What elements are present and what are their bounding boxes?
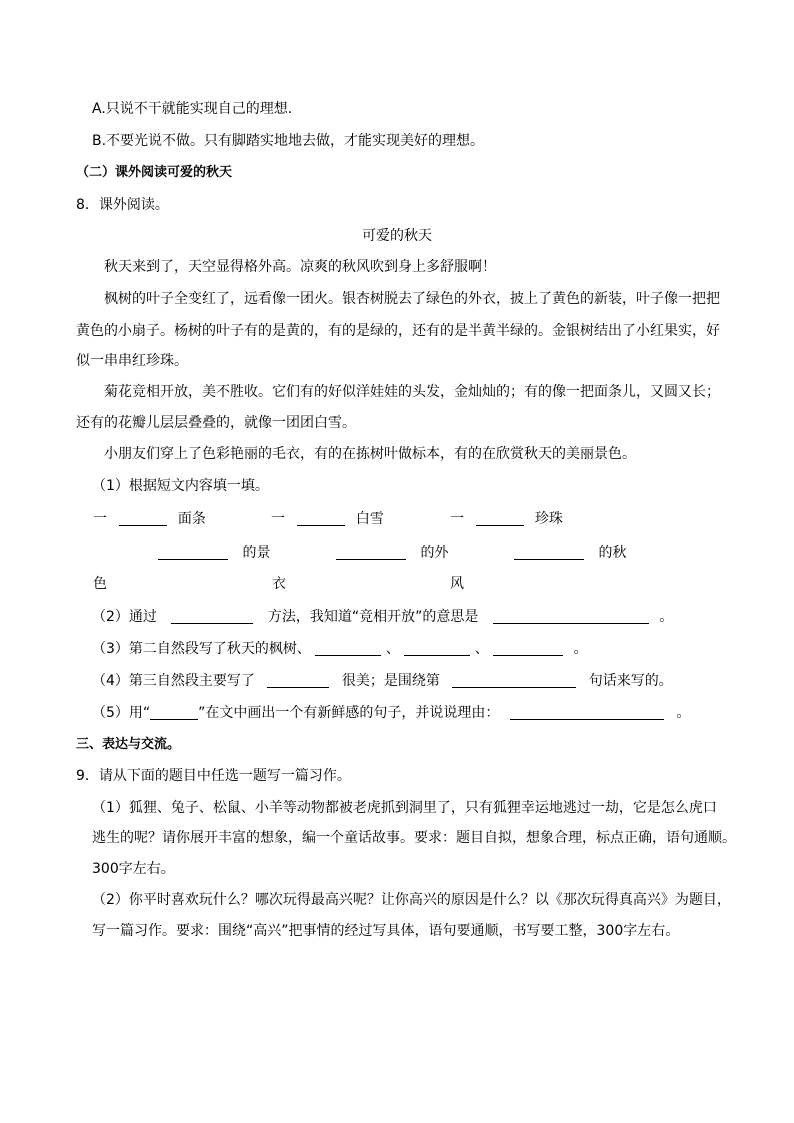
answer-blank[interactable] bbox=[452, 673, 576, 688]
answer-blank[interactable] bbox=[514, 545, 584, 560]
q8-label: 8．课外阅读。 bbox=[76, 197, 169, 213]
answer-blank[interactable] bbox=[336, 545, 406, 560]
answer-blank[interactable] bbox=[119, 511, 167, 526]
fill-in-suffix: 面条 bbox=[177, 511, 206, 527]
q8-sub5 bbox=[92, 704, 690, 722]
q8-sub2 bbox=[92, 608, 673, 626]
q8-sub2-text-b: 方法，我知道“竞相开放”的意思是 bbox=[267, 609, 479, 625]
q8-sub1-label: （1）根据短文内容填一填。 bbox=[92, 478, 269, 494]
q8-sub4-text-a: （4）第三自然段主要写了 bbox=[92, 673, 255, 689]
fill-in-item-4 bbox=[158, 544, 270, 562]
answer-blank[interactable] bbox=[404, 641, 470, 656]
passage-paragraph-1: 秋天来到了，天空显得格外高。凉爽的秋风吹到身上多舒服啊！ bbox=[104, 259, 496, 275]
q9-option2-line-1: （2）你平时喜欢玩什么？哪次玩得最高兴呢？让你高兴的原因是什么？以《那次玩得真高兴》为题目， bbox=[92, 892, 731, 908]
answer-blank[interactable] bbox=[315, 641, 381, 656]
q8-sub3-end: 。 bbox=[573, 641, 588, 657]
fill-in-suffix: 珍珠 bbox=[534, 511, 563, 527]
q8-sub4-text-c: 句话来写的。 bbox=[588, 673, 673, 689]
passage-paragraph-3-line-2: 还有的花瓣儿层层叠叠的，就像一团团白雪。 bbox=[76, 415, 356, 431]
fill-in-suffix: 的秋 bbox=[598, 545, 627, 561]
passage-paragraph-4: 小朋友们穿上了色彩艳丽的毛衣，有的在拣树叶做标本，有的在欣赏秋天的美丽景色。 bbox=[104, 446, 636, 462]
q7-option-b: B.不要光说不做。只有脚踏实地地去做，才能实现美好的理想。 bbox=[92, 133, 485, 149]
q8-sub3 bbox=[92, 640, 588, 658]
q9-option2-line-2: 写一篇习作。要求：围绕“高兴”把事情的经过写具体，语句要通顺，书写要工整，300字左右。 bbox=[92, 923, 680, 939]
passage-paragraph-2-line-1: 枫树的叶子全变红了，远看像一团火。银杏树脱去了绿色的外衣，披上了黄色的新装，叶子像一把把 bbox=[104, 291, 720, 307]
fill-in-prefix: 一 bbox=[271, 511, 285, 527]
answer-blank[interactable] bbox=[150, 705, 198, 720]
q8-sub5-text-c: 。 bbox=[676, 705, 691, 721]
fill-in-item-6 bbox=[514, 544, 626, 562]
q7-option-a: A.只说不干就能实现自己的理想. bbox=[92, 101, 293, 117]
passage-paragraph-2-line-3: 似一串串红珍珠。 bbox=[76, 353, 188, 369]
q8-sub2-text-a: （2）通过 bbox=[92, 609, 157, 625]
q9-option1-line-3: 300字左右。 bbox=[92, 861, 175, 877]
passage-title: 可爱的秋天 bbox=[362, 228, 432, 244]
fill-in-suffix: 的外 bbox=[420, 545, 449, 561]
fill-in-prefix: 一 bbox=[93, 511, 107, 527]
fill-in-prefix: 一 bbox=[450, 511, 464, 527]
fill-in-item-1 bbox=[93, 510, 206, 528]
fill-in-wrap-text: 色 bbox=[93, 576, 107, 592]
fill-in-suffix: 白雪 bbox=[355, 511, 384, 527]
answer-blank[interactable] bbox=[476, 511, 524, 526]
answer-blank[interactable] bbox=[493, 609, 649, 624]
q9-option1-line-1: （1）狐狸、兔子、松鼠、小羊等动物都被老虎抓到洞里了，只有狐狸幸运地逃过一劫，它是怎么虎口 bbox=[92, 800, 717, 816]
q9-label: 9．请从下面的题目中任选一题写一篇习作。 bbox=[76, 768, 351, 784]
section3-heading: 三、表达与交流。 bbox=[76, 737, 181, 752]
q8-sub3-text-a: （3）第二自然段写了秋天的枫树、 bbox=[92, 641, 311, 657]
passage-paragraph-2-line-2: 黄色的小扇子。杨树的叶子有的是黄的，有的是绿的，还有的是半黄半绿的。金银树结出了小红果实，好 bbox=[76, 323, 720, 339]
answer-blank[interactable] bbox=[297, 511, 345, 526]
answer-blank[interactable] bbox=[171, 609, 253, 624]
fill-in-item-5 bbox=[336, 544, 448, 562]
fill-in-wrap-text: 风 bbox=[450, 576, 464, 592]
q8-sub3-separator: 、 bbox=[474, 641, 489, 657]
section2-heading: （二）课外阅读可爱的秋天 bbox=[76, 165, 233, 180]
answer-blank[interactable] bbox=[158, 545, 228, 560]
q8-sub5-text-a: （5）用“ bbox=[92, 705, 151, 721]
answer-blank[interactable] bbox=[267, 673, 329, 688]
q8-sub4-text-b: 很美；是围绕第 bbox=[341, 673, 440, 689]
fill-in-item-2 bbox=[271, 510, 384, 528]
fill-in-item-3 bbox=[450, 510, 563, 528]
fill-in-wrap-text: 衣 bbox=[272, 576, 286, 592]
answer-blank[interactable] bbox=[493, 641, 563, 656]
q9-option1-line-2: 逃生的呢？请你展开丰富的想象，编一个童话故事。要求：题目自拟，想象合理，标点正确，语句通顺。 bbox=[92, 830, 736, 846]
q8-sub2-text-c: 。 bbox=[659, 609, 674, 625]
passage-paragraph-3-line-1: 菊花竞相开放，美不胜收。它们有的好似洋娃娃的头发，金灿灿的；有的像一把面条儿，又圆又长； bbox=[104, 384, 720, 400]
q8-sub4 bbox=[92, 672, 673, 690]
answer-blank[interactable] bbox=[510, 705, 664, 720]
q8-sub5-text-b: ”在文中画出一个有新鲜感的句子，并说说理由： bbox=[198, 705, 500, 721]
fill-in-suffix: 的景 bbox=[242, 545, 271, 561]
q8-sub3-separator: 、 bbox=[385, 641, 400, 657]
